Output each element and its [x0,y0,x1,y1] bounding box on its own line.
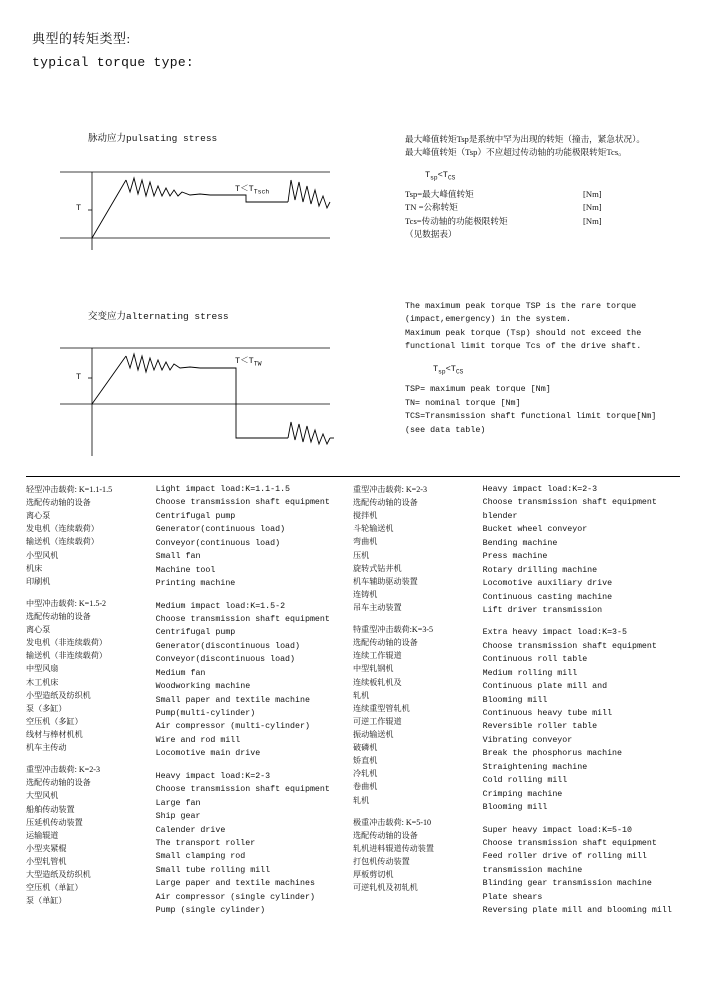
list-item: Locomotive main drive [155,749,261,759]
impact-load-table [26,476,680,927]
column-left-cn [26,483,156,927]
chart2-caption [88,308,229,322]
group-light-cn-head: 轻型冲击载荷: K=1.1-1.5 [26,485,113,494]
list-item: Medium rolling mill [482,668,578,678]
group-heavy2-en [483,483,674,617]
list-item: 冷轧机 [353,769,378,779]
note-cn-row-2 [405,215,690,228]
list-item: 选配传动轴的设备 [353,638,418,648]
list-item: 运输辊道 [26,830,59,840]
group-light-en-head: Light impact load:K=1.1-1.5 [155,485,291,494]
list-item: Conveyor(discontinuous load) [155,655,296,665]
list-item: The transport roller [155,838,256,848]
page-title-cn: 典型的转矩类型: [32,31,131,46]
list-item: Bucket wheel conveyor [482,525,588,535]
group-super-en [483,824,674,918]
list-item: 机床 [26,563,43,573]
chart2-caption-cn: 交变应力 [88,311,127,322]
list-item: 大型风机 [26,791,59,801]
list-item: 印刷机 [26,576,51,586]
list-item: 压机 [353,550,370,560]
list-item: Air compressor (multi-cylinder) [155,722,310,732]
list-item: 发电机（非连续载荷） [26,638,107,648]
chart2-caption-en: alternating stress [126,311,229,322]
list-item: Machine tool [155,565,216,575]
list-item: 连铸机 [353,589,378,599]
chart1-annotation-text: T＜T [235,184,254,194]
list-item: Blooming mill [482,695,548,705]
group-medium-cn-head: 中型冲击载荷: K=1.5-2 [26,598,107,608]
note-en-line2: (impact,emergency) in the system. [405,314,571,325]
chart2-annotation-sub: TW [253,360,262,368]
page-title [32,28,194,70]
list-item: 压延机传动装置 [26,817,83,827]
chart1-annotation-sub: Tsch [253,188,270,196]
list-item: 中型轧钢机 [353,664,394,674]
note-cn-row-0 [405,188,690,201]
list-item: 小型风机 [26,550,59,560]
group-heavy-en-head: Heavy impact load:K=2-3 [155,771,271,781]
list-item: 弯曲机 [353,537,378,547]
list-item: Choose transmission shaft equipment [155,498,330,508]
list-item: 连续工作辊道 [353,651,402,661]
list-item: Reversing plate mill and blooming mill [482,906,672,916]
list-item: 中型风扇 [26,664,59,674]
group-heavy-cn [26,763,152,907]
list-item: 厚板剪切机 [353,870,394,880]
list-item: 木工机床 [26,677,59,687]
group-heavy-en [156,770,347,918]
list-item: 连续重型管轧机 [353,703,410,713]
list-item: Feed roller drive of rolling mill [482,852,647,862]
note-en-row-0: TSP= maximum peak torque [Nm] [405,384,551,395]
chart-alternating-stress [50,326,350,466]
list-item: Medium fan [155,668,206,678]
list-item: Large paper and textile machines [155,879,315,889]
list-item: Small fan [155,552,201,562]
list-item: Centrifugal pump [155,628,236,638]
list-item: Calender drive [155,825,226,835]
list-item: Plate shears [482,892,543,902]
list-item: 选配传动轴的设备 [26,498,91,508]
note-cn-line1: 最大峰值转矩Tsp是系统中罕为出现的转矩（撞击，紧急状况）。 [405,134,646,144]
list-item: Locomotive auxiliary drive [482,579,613,589]
list-item: Choose transmission shaft equipment [482,641,657,651]
list-item: 轧机 [353,690,370,700]
list-item: 振动输送机 [353,729,394,739]
note-cn-row-0-label: Tsp=最大峰值转矩 [405,188,474,199]
list-item: Lift driver transmission [482,605,603,615]
list-item: Ship gear [155,812,201,822]
list-item: 旋转式钻井机 [353,563,402,573]
list-item: 发电机（连续载荷） [26,524,99,534]
list-item: 选配传动轴的设备 [353,498,418,508]
list-item: 选配传动轴的设备 [26,778,91,788]
list-item: 空压机（单缸） [26,883,83,893]
chart-pulsating-stress [50,150,350,260]
group-super-cn [353,816,479,895]
group-extra-en-head: Extra heavy impact load:K=3-5 [482,628,627,638]
list-item: Pump (single cylinder) [155,906,266,916]
list-item: 小型造纸及纺织机 [26,690,91,700]
list-item: 轧机进料辊道传动装置 [353,843,434,853]
group-extra-en [483,626,674,814]
list-item: 离心泵 [26,511,51,521]
note-cn-formula: $T_{sp}<T_{CS}$ [425,169,456,182]
group-heavy2-cn [353,483,479,614]
list-item: Choose transmission shaft equipment [155,614,330,624]
list-item: Reversible roller table [482,722,598,732]
list-item: 吊车主动装置 [353,602,402,612]
list-item: Printing machine [155,579,236,589]
chart1-annotation [235,182,269,196]
group-heavy-cn-head: 重型冲击载荷: K=2-3 [26,765,101,775]
column-right-en [483,483,680,927]
list-item: Blooming mill [482,803,548,813]
list-item: 打包机传动装置 [353,856,410,866]
group-heavy2-cn-head: 重型冲击载荷: K=2-3 [353,485,428,494]
list-item: Small tube rolling mill [155,865,271,875]
note-cn-row-2-label: Tcs=传动轴的功能极限转矩 [405,215,508,226]
list-item: Pump(multi-cylinder) [155,709,256,718]
page-title-en: typical torque type: [32,55,195,70]
list-item: Small paper and textile machine [155,695,310,705]
note-cn-row-1 [405,201,690,214]
list-item: 选配传动轴的设备 [26,611,91,621]
note-en-line4: functional limit torque Tcs of the drive shaft. [405,341,642,352]
group-light-cn [26,483,152,588]
list-item: Continuous roll table [482,655,588,665]
group-light-en [156,483,347,591]
note-cn-row-2-unit: [Nm] [583,215,602,226]
list-item: Break the phosphorus machine [482,749,623,759]
list-item: 破磷机 [353,743,378,753]
list-item: 卷曲机 [353,782,378,792]
list-item: Cold rolling mill [482,776,568,786]
list-item: Small clamping rod [155,852,246,862]
note-en [405,300,695,437]
note-en-row-2: TCS=Transmission shaft functional limit torque[Nm] [405,411,657,422]
list-item: 船舶传动装置 [26,804,75,814]
list-item: Large fan [155,798,201,808]
list-item: 可逆轧机及初轧机 [353,883,418,893]
note-en-footnote: (see data table) [405,424,486,435]
list-item: Choose transmission shaft equipment [482,498,657,508]
group-heavy2-en-head: Heavy impact load:K=2-3 [482,485,598,494]
group-extra-cn [353,623,479,807]
note-cn-row-0-unit: [Nm] [583,188,602,199]
list-item: transmission machine [482,865,583,875]
list-item: Vibrating conveyor [482,735,573,745]
list-item: Air compressor (single cylinder) [155,892,315,902]
list-item: 小型夹紧棍 [26,843,67,853]
list-item: 机车辅助驱动装置 [353,576,418,586]
list-item: Crimping machine [482,789,563,799]
note-en-formula: $T_{sp}<T_{CS}$ [433,363,464,376]
list-item: Blinding gear transmission machine [482,879,652,889]
list-item: 大型造纸及纺织机 [26,870,91,880]
chart2-annotation-text: T＜T [235,356,254,366]
list-item: 泵（多缸） [26,703,67,713]
note-cn-row-1-unit: [Nm] [583,202,602,213]
note-en-line1: The maximum peak torque TSP is the rare torque [405,301,637,311]
list-item: 可逆工作辊道 [353,716,402,726]
list-item: Continuous plate mill and [482,682,608,692]
chart1-svg [50,150,350,260]
group-medium-en [156,600,347,761]
list-item: Woodworking machine [155,682,251,692]
note-cn-footnote: （见数据表） [405,228,457,239]
list-item: 连续板轧机及 [353,677,402,687]
list-item: 搅拌机 [353,511,378,521]
group-medium-en-head: Medium impact load:K=1.5-2 [155,601,286,611]
list-item: Centrifugal pump [155,511,236,521]
group-medium-cn [26,597,152,754]
chart1-caption-en: pulsating stress [126,133,218,144]
list-item: 矫直机 [353,756,378,766]
note-en-line3: Maximum peak torque (Tsp) should not exceed the [405,327,642,338]
list-item: Bending machine [482,538,558,548]
list-item: blender [482,511,518,521]
group-super-cn-head: 极重冲击载荷: K=5-10 [353,817,432,827]
group-extra-cn-head: 特重型冲击载荷:K=3-5 [353,625,434,635]
note-cn-row-1-label: TN =公称转矩 [405,202,458,213]
chart2-svg [50,326,350,466]
list-item: Generator(continuous load) [155,525,286,535]
list-item: 输送机（非连续载荷） [26,651,107,661]
list-item: 小型轧管机 [26,856,67,866]
list-item: 输送机（连续载荷） [26,537,99,547]
chart2-y-label: T [76,372,82,382]
chart1-y-label: T [76,203,82,213]
list-item: Straightening machine [482,762,588,772]
list-item: 斗轮输送机 [353,524,394,534]
list-item: Generator(discontinuous load) [155,641,300,651]
list-item: 泵（单缸） [26,896,67,906]
list-item: Choose transmission shaft equipment [482,838,657,848]
table-columns [26,483,680,927]
list-item: 空压机（多缸） [26,716,83,726]
list-item: Continuous heavy tube mill [482,709,613,718]
note-cn-line2: 最大峰值转矩（Tsp）不应超过传动轴的功能极限转矩Tcs。 [405,147,627,158]
list-item: Press machine [482,552,548,562]
note-cn [405,133,690,241]
chart1-caption-cn: 脉动应力 [88,133,127,144]
list-item: 选配传动轴的设备 [353,830,418,840]
list-item: Conveyor(continuous load) [155,538,281,548]
chart2-annotation [235,354,262,368]
group-super-en-head: Super heavy impact load:K=5-10 [482,825,632,835]
list-item: Rotary drilling machine [482,565,598,575]
column-right-cn [353,483,483,927]
list-item: 离心泵 [26,625,51,635]
list-item: 轧机 [353,795,370,805]
column-left-en [156,483,353,927]
list-item: 线材与棒材机机 [26,729,83,739]
note-en-row-1: TN= nominal torque [Nm] [405,397,521,408]
list-item: Choose transmission shaft equipment [155,785,330,795]
chart1-caption [88,130,217,144]
list-item: 机车主传动 [26,743,67,753]
list-item: Wire and rod mill [155,735,241,745]
list-item: Continuous casting machine [482,592,613,602]
